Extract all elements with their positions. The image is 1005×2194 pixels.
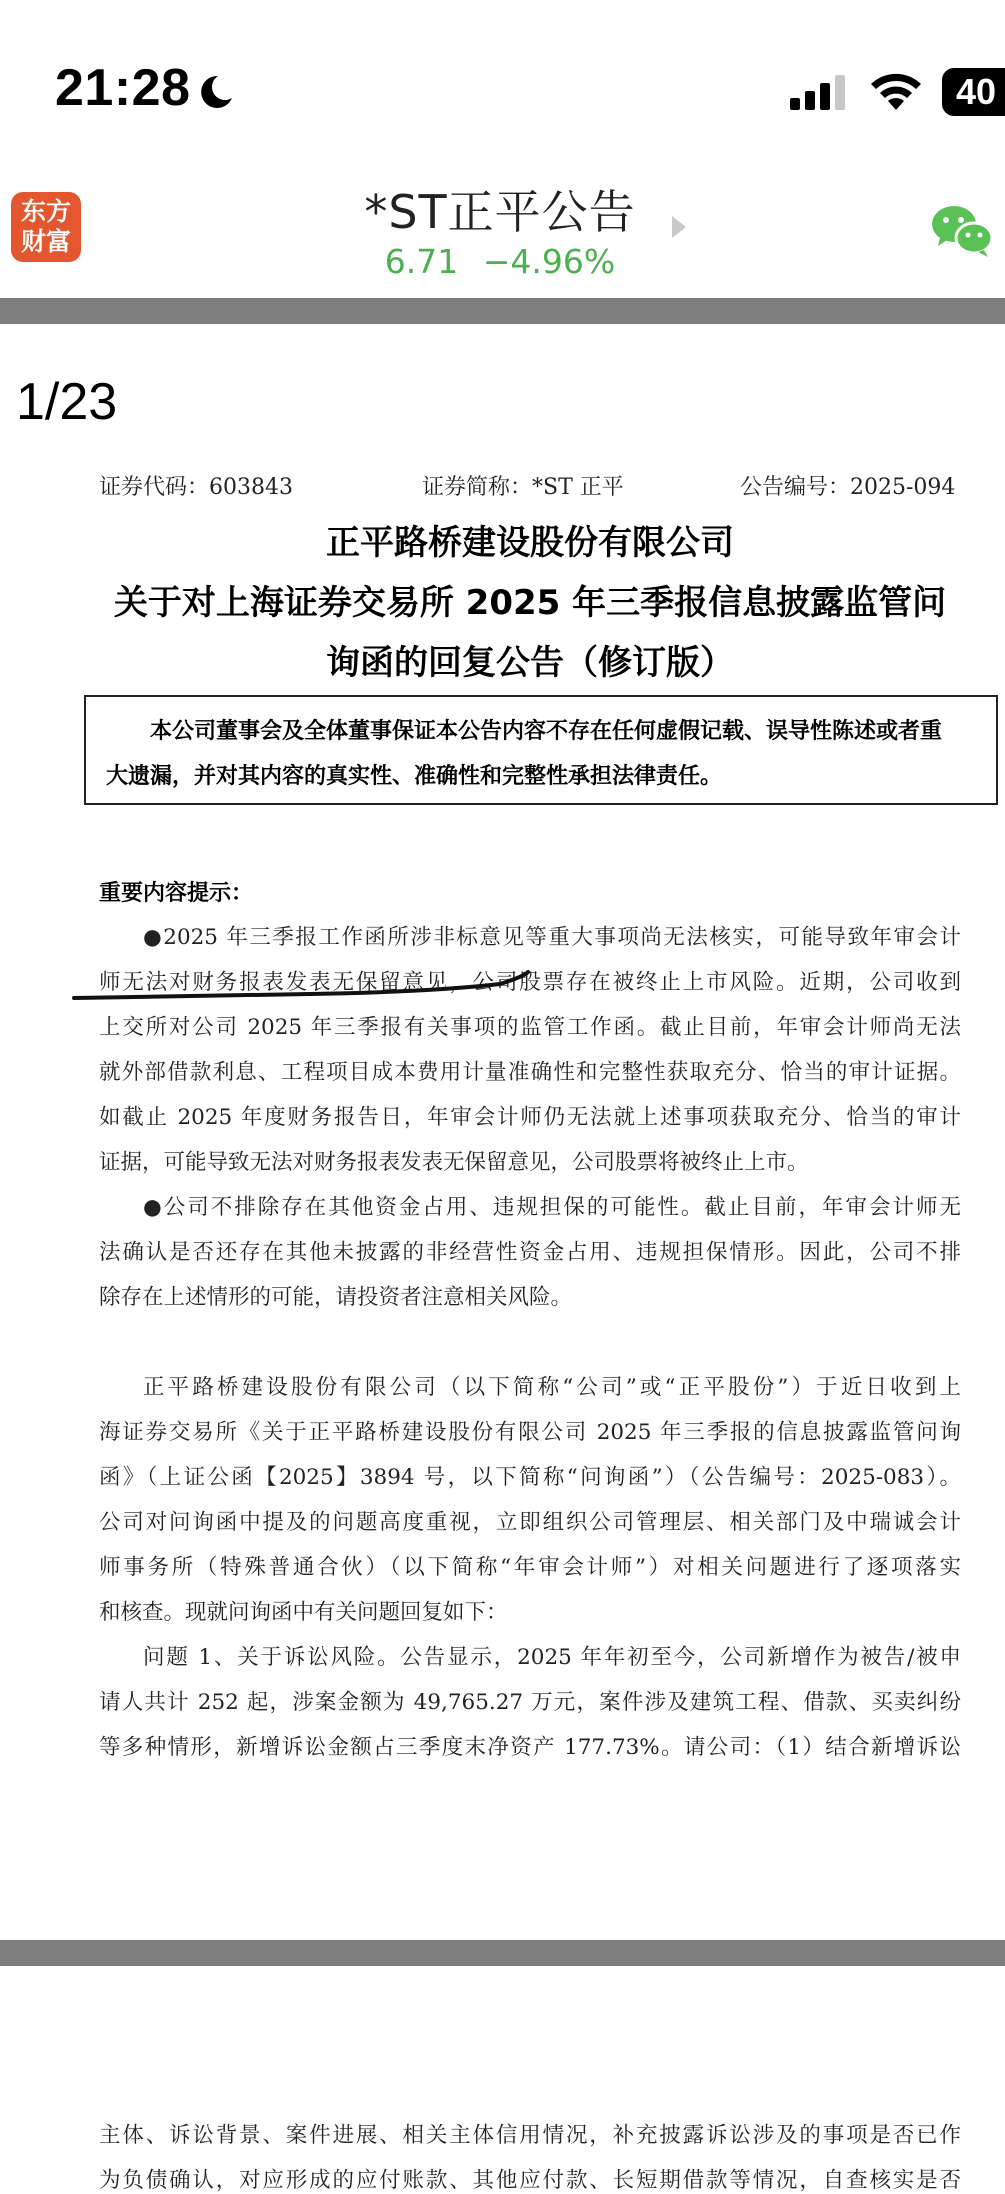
stock-change: −4.96% [482, 242, 616, 281]
body-line: 等多种情形，新增诉讼金额占三季度末净资产 177.73%。请公司：（1）结合新增诉讼 [99, 1735, 961, 1760]
announcement-number: 公告编号：2025-094 [740, 475, 956, 500]
wechat-share-icon[interactable] [930, 200, 994, 260]
body-line: 函》（上证公函【2025】3894 号，以下简称“问询函”）（公告编号：2025-083）。 [99, 1465, 961, 1490]
eastmoney-logo[interactable] [11, 192, 81, 262]
notice-line: 本公司董事会及全体董事保证本公告内容不存在任何虚假记载、误导性陈述或者重 [150, 719, 943, 744]
security-code: 证券代码：603843 [99, 475, 293, 500]
body-line: 请人共计 252 起，涉案金额为 49,765.27 万元，案件涉及建筑工程、借款、买卖纠纷 [99, 1690, 961, 1715]
document-title-line-1: 正平路桥建设股份有限公司 [326, 523, 734, 563]
security-short-name: 证券简称：*ST 正平 [422, 475, 624, 500]
stock-price: 6.71 [384, 242, 459, 281]
page-indicator: 1/23 [16, 373, 118, 431]
tips-line: 就外部借款利息、工程项目成本费用计量准确性和完整性获取充分、恰当的审计证据。 [99, 1060, 961, 1085]
page2-line: 主体、诉讼背景、案件进展、相关主体信用情况，补充披露诉讼涉及的事项是否已作 [99, 2123, 961, 2148]
notice-line: 大遗漏，并对其内容的真实性、准确性和完整性承担法律责任。 [106, 764, 723, 789]
body-line: 正平路桥建设股份有限公司（以下简称“公司”或“正平股份”）于近日收到上 [143, 1375, 961, 1400]
logo-text-top: 东方 [20, 197, 71, 226]
tips-line: 师无法对财务报表发表无保留意见，公司股票存在被终止上市风险。近期，公司收到 [99, 970, 961, 995]
page2-line: 为负债确认，对应形成的应付账款、其他应付款、长短期借款等情况，自查核实是否 [99, 2168, 961, 2193]
status-bar [0, 0, 1005, 170]
document-title-line-3: 询函的回复公告（修订版） [326, 643, 734, 683]
tips-line: 除存在上述情形的可能，请投资者注意相关风险。 [99, 1285, 573, 1310]
handwritten-underline [70, 970, 530, 1010]
body-line: 问题 1、关于诉讼风险。公告显示，2025 年年初至今，公司新增作为被告/被申 [143, 1645, 961, 1670]
wifi-icon [868, 70, 924, 112]
chevron-right-icon[interactable] [672, 216, 686, 238]
status-time: 21:28 [55, 59, 191, 117]
cellular-signal-icon [790, 74, 850, 110]
stock-title[interactable]: *ST正平公告 [364, 185, 636, 239]
document-title-line-2: 关于对上海证券交易所 2025 年三季报信息披露监管问 [113, 583, 947, 623]
body-line: 公司对问询函中提及的问题高度重视，立即组织公司管理层、相关部门及中瑞诚会计 [99, 1510, 961, 1535]
app-header [0, 170, 1005, 298]
battery-indicator: 40 [942, 68, 1005, 116]
tips-line: ●公司不排除存在其他资金占用、违规担保的可能性。截止目前，年审会计师无 [143, 1195, 961, 1220]
tips-line: 法确认是否还存在其他未披露的非经营性资金占用、违规担保情形。因此，公司不排 [99, 1240, 961, 1265]
tips-line: 上交所对公司 2025 年三季报有关事项的监管工作函。截止目前，年审会计师尚无法 [99, 1015, 961, 1040]
tips-line: 如截止 2025 年度财务报告日，年审会计师仍无法就上述事项获取充分、恰当的审计 [99, 1105, 961, 1130]
body-line: 海证券交易所《关于正平路桥建设股份有限公司 2025 年三季报的信息披露监管问询 [99, 1420, 961, 1445]
logo-text-bottom: 财富 [20, 227, 71, 256]
moon-icon [196, 72, 236, 112]
tips-line: 证据，可能导致无法对财务报表发表无保留意见，公司股票将被终止上市。 [99, 1150, 809, 1175]
body-line: 和核查。现就问询函中有关问题回复如下： [99, 1600, 508, 1625]
board-guarantee-notice [84, 695, 998, 805]
stock-quote [300, 242, 700, 281]
page-divider-top [0, 298, 1005, 324]
tips-heading: 重要内容提示： [99, 881, 254, 906]
body-line: 师事务所（特殊普通合伙）（以下简称“年审会计师”）对相关问题进行了逐项落实 [99, 1555, 961, 1580]
tips-line: ●2025 年三季报工作函所涉非标意见等重大事项尚无法核实，可能导致年审会计 [143, 925, 961, 950]
page-divider [0, 1940, 1005, 1966]
